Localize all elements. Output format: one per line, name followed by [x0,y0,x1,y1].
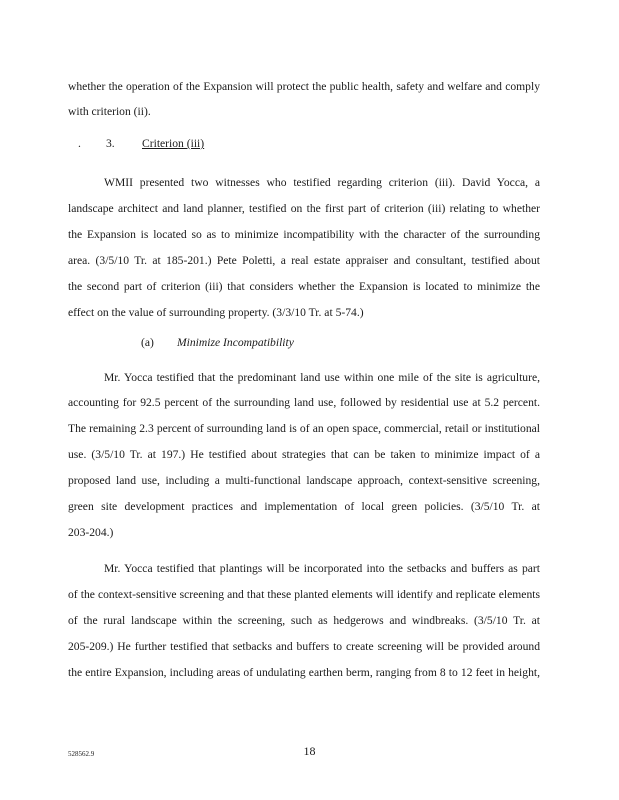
body-line: the entire Expansion, including areas of undulating earthen berm, ranging from 8 to 12 feet in height, [68,666,540,679]
body-line: of the context-sensitive screening and that these planted elements will identify and replicate elements [68,588,540,601]
subsection-heading: Minimize Incompatibility [177,336,294,349]
body-line: with criterion (ii). [68,105,151,118]
body-line: area. (3/5/10 Tr. at 185-201.) Pete Poletti, a real estate appraiser and consultant, testified about [68,254,540,267]
body-line: effect on the value of surrounding property. (3/3/10 Tr. at 5-74.) [68,306,364,319]
subsection-number: (a) [141,336,154,349]
body-line: green site development practices and implementation of local green policies. (3/5/10 Tr. at [68,500,540,513]
body-line: accounting for 92.5 percent of the surrounding land use, followed by residential use at 5.2 percent. [68,396,540,409]
body-line: whether the operation of the Expansion will protect the public health, safety and welfare and comply [68,80,540,93]
stray-mark: . [78,137,81,150]
body-line: Mr. Yocca testified that the predominant land use within one mile of the site is agriculture, [104,371,540,384]
section-number: 3. [106,137,115,150]
body-line: The remaining 2.3 percent of surrounding land is of an open space, commercial, retail or institutional [68,422,540,435]
body-line: WMII presented two witnesses who testified regarding criterion (iii). David Yocca, a [104,176,540,189]
body-line: proposed land use, including a multi-functional landscape approach, context-sensitive screening, [68,474,540,487]
body-line: the second part of criterion (iii) that considers whether the Expansion is located to minimize the [68,280,540,293]
body-line: of the rural landscape within the screening, such as hedgerows and windbreaks. (3/5/10 Tr. at [68,614,540,627]
page-number: 18 [303,744,316,758]
body-line: Mr. Yocca testified that plantings will be incorporated into the setbacks and buffers as part [104,562,540,575]
document-id: 528562.9 [68,750,95,758]
body-line: the Expansion is located so as to minimize incompatibility with the character of the surrounding [68,228,540,241]
body-line: use. (3/5/10 Tr. at 197.) He testified about strategies that can be taken to minimize impact of a [68,448,540,461]
body-line: landscape architect and land planner, testified on the first part of criterion (iii) relating to whether [68,202,540,215]
section-heading: Criterion (iii) [142,137,205,150]
body-line: 205-209.) He further testified that setbacks and buffers to create screening will be provided around [68,640,540,653]
body-line: 203-204.) [68,526,114,539]
